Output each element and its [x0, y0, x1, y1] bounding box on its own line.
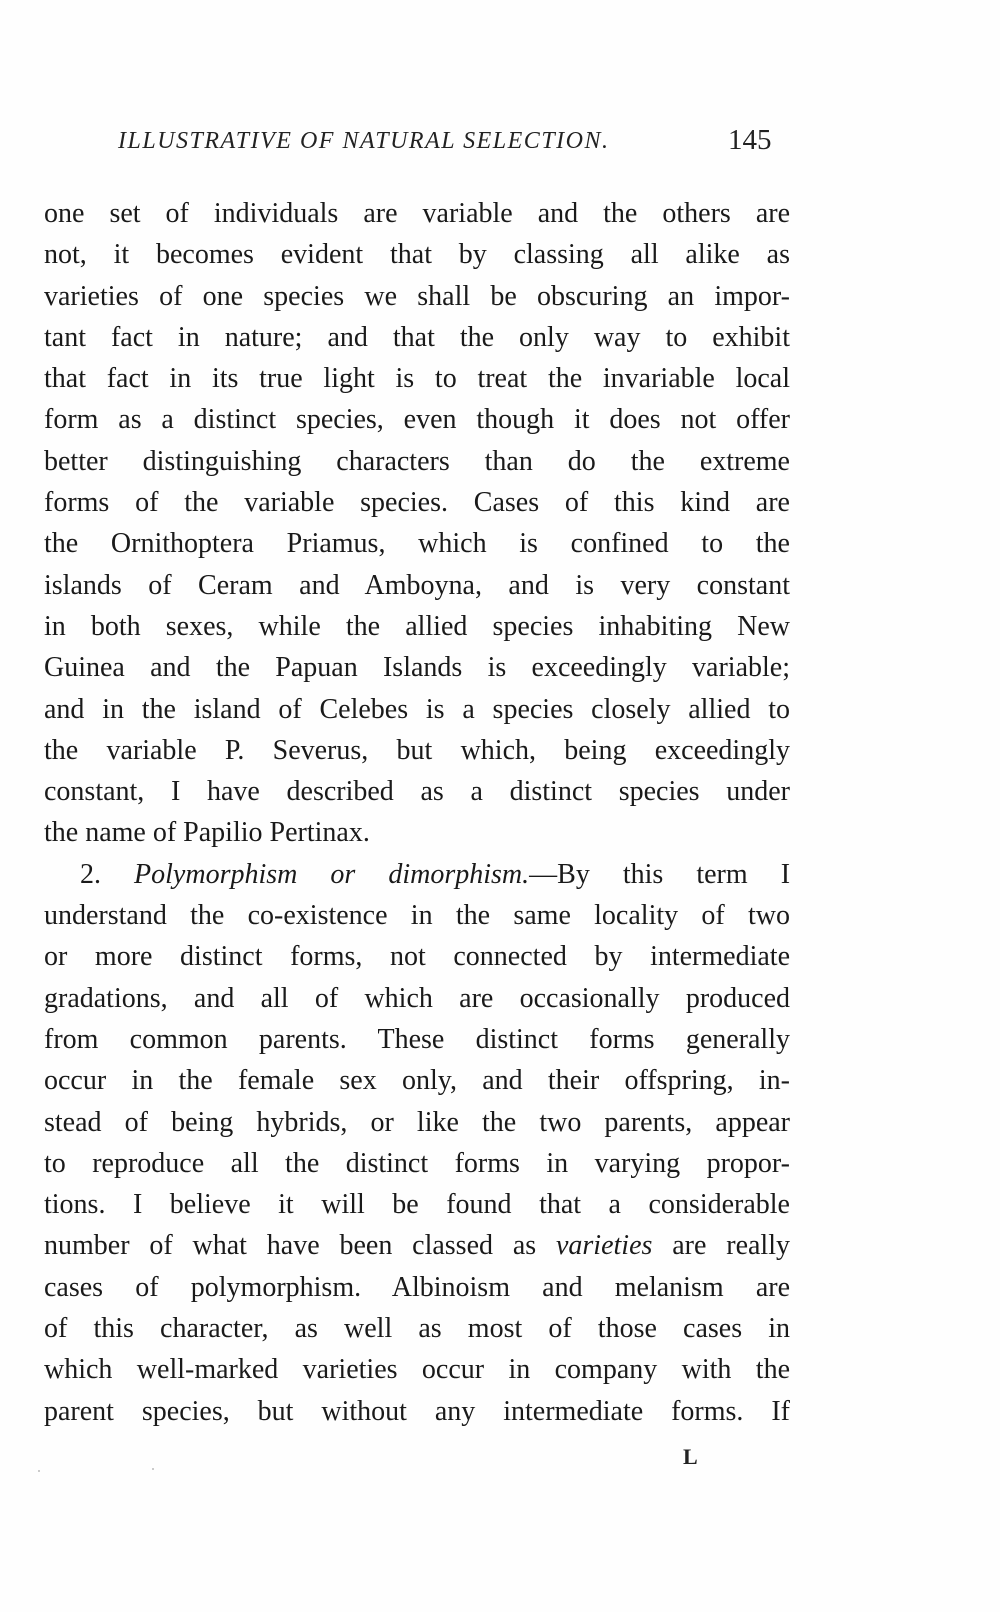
- text-line: better distinguishing characters than do the extreme: [44, 445, 790, 477]
- italic-line-after: are really: [652, 1230, 790, 1262]
- paper-speck: [152, 1468, 154, 1470]
- text-line: of this character, as well as most of those cases in: [44, 1313, 790, 1345]
- italic-word: varieties: [555, 1230, 653, 1262]
- text-line: forms of the variable species. Cases of this kind are: [44, 487, 790, 519]
- text-line: not, it becomes evident that by classing all alike as: [44, 239, 790, 271]
- text-line: varieties of one species we shall be obscuring an impor-: [44, 280, 790, 312]
- text-line: or more distinct forms, not connected by intermediate: [44, 941, 790, 973]
- section-number: 2.: [80, 858, 101, 890]
- text-line: tant fact in nature; and that the only way to exhibit: [44, 321, 790, 353]
- text-line: parent species, but without any intermediate forms. If: [44, 1395, 790, 1427]
- text-line: understand the co-existence in the same locality of two: [44, 900, 790, 932]
- text-line: from common parents. These distinct forms generally: [44, 1023, 790, 1055]
- text-line: the variable P. Severus, but which, being exceedingly: [44, 734, 790, 766]
- signature-mark: L: [683, 1444, 698, 1469]
- text-line: form as a distinct species, even though it does not offer: [44, 404, 790, 436]
- text-line: cases of polymorphism. Albinoism and melanism are: [44, 1271, 790, 1303]
- text-line: islands of Ceram and Amboyna, and is very constant: [44, 569, 790, 601]
- section-heading-line: [44, 854, 790, 895]
- running-head-title: ILLUSTRATIVE OF NATURAL SELECTION.: [118, 128, 610, 154]
- text-line: tions. I believe it will be found that a considerable: [44, 1189, 790, 1221]
- text-line: the name of Papilio Pertinax.: [44, 817, 370, 849]
- body-text: [44, 193, 790, 1432]
- paper-speck: [38, 1470, 40, 1472]
- section-heading-rest: —By this term I: [529, 858, 791, 890]
- text-line: one set of individuals are variable and the others are: [44, 198, 790, 229]
- text-line: stead of being hybrids, or like the two parents, appear: [44, 1106, 790, 1138]
- text-line: to reproduce all the distinct forms in varying propor-: [44, 1147, 790, 1179]
- text-line: constant, I have described as a distinct species under: [44, 776, 790, 808]
- text-line: and in the island of Celebes is a species closely allied to: [44, 693, 790, 725]
- section-heading: Polymorphism or dimorphism.: [134, 858, 530, 890]
- text-line: in both sexes, while the allied species inhabiting New: [44, 610, 790, 642]
- text-line: Guinea and the Papuan Islands is exceedingly variable;: [44, 652, 790, 684]
- page-number: 145: [728, 124, 772, 156]
- text-line: the Ornithoptera Priamus, which is confined to the: [44, 528, 790, 560]
- text-line: occur in the female sex only, and their offspring, in-: [44, 1065, 790, 1097]
- text-line: which well-marked varieties occur in company with the: [44, 1354, 790, 1386]
- text-line-with-italic: [44, 1225, 790, 1266]
- text-line: gradations, and all of which are occasionally produced: [44, 982, 790, 1014]
- text-line: that fact in its true light is to treat the invariable local: [44, 363, 790, 395]
- italic-line-before: number of what have been classed as: [44, 1230, 556, 1262]
